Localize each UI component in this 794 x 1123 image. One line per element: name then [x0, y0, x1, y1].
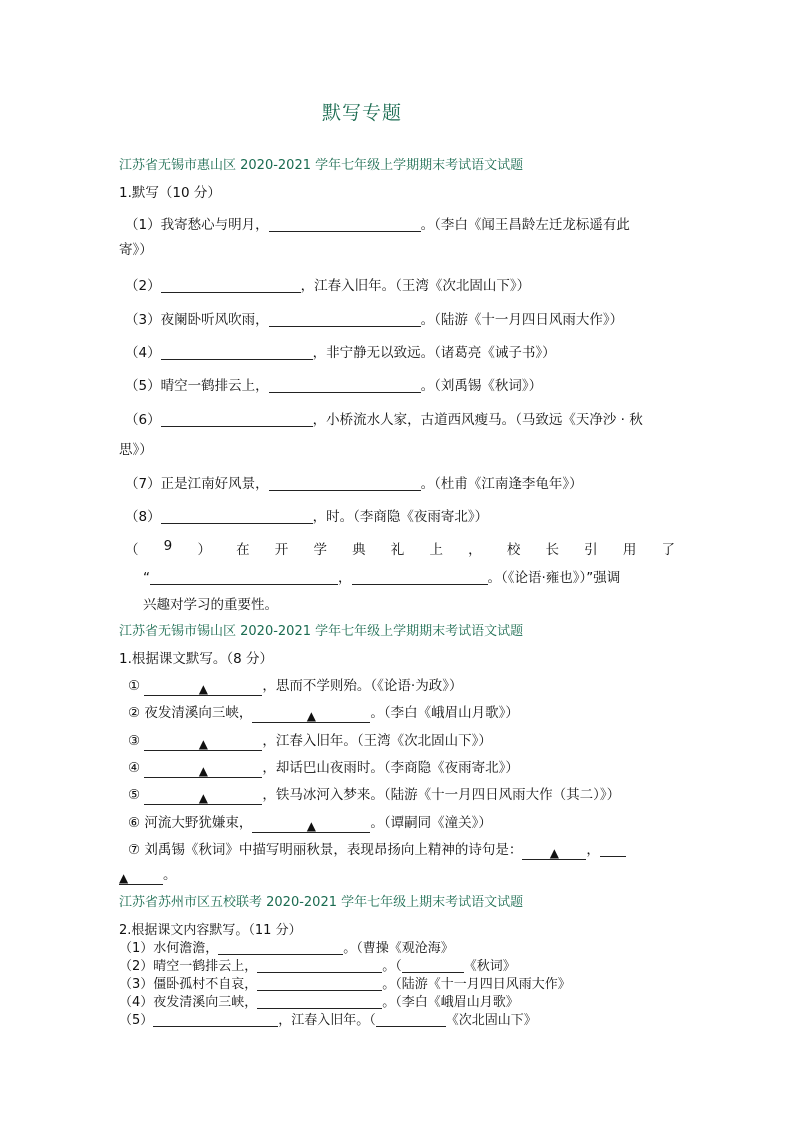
question-7: （7）正是江南好风景， 。（杜甫《江南逢李龟年》）	[125, 476, 583, 492]
triangle-icon: ▲	[549, 846, 560, 860]
triangle-icon: ▲	[306, 709, 317, 723]
line-5: （5） ，江春入旧年。（ 《次北固山下》	[119, 1013, 537, 1028]
answer-blank[interactable]	[269, 378, 421, 393]
answer-blank[interactable]	[218, 940, 343, 955]
question-9: （ 9 ） 在 开 学 典 礼 上 ， 校 长 引 用 了	[125, 538, 675, 558]
answer-blank[interactable]	[522, 845, 586, 860]
question-9-line3: 兴趣对学习的重要性。	[143, 597, 278, 613]
line-2: （2）晴空一鹤排云上， 。（ 《秋词》	[119, 959, 516, 974]
answer-blank[interactable]	[269, 312, 421, 327]
item-2: ② 夜发清溪向三峡， ▲ 。（李白《峨眉山月歌》）	[128, 705, 519, 723]
answer-blank[interactable]	[352, 570, 488, 585]
answer-blank[interactable]	[257, 994, 382, 1009]
triangle-icon: ▲	[119, 871, 129, 885]
line-1: （1）水何澹澹， 。（曹操《观沧海》	[119, 941, 454, 956]
answer-blank[interactable]	[269, 476, 421, 491]
line-4: （4）夜发清溪向三峡， 。（李白《峨眉山月歌》	[119, 995, 519, 1010]
answer-blank[interactable]	[600, 842, 626, 857]
question-1: （1）我寄愁心与明月， 。（李白《闻王昌龄左迁龙标遥有此	[125, 217, 630, 233]
section1-heading: 1.默写（10 分）	[119, 185, 221, 201]
section2-heading: 1.根据课文默写。（8 分）	[119, 651, 274, 667]
answer-blank[interactable]	[252, 818, 370, 833]
item-7-cont: ▲ 。	[119, 867, 177, 885]
answer-blank[interactable]	[257, 958, 382, 973]
answer-blank[interactable]	[144, 790, 262, 805]
answer-blank[interactable]	[144, 736, 262, 751]
answer-blank[interactable]	[269, 217, 421, 232]
answer-blank[interactable]	[402, 958, 464, 973]
answer-blank[interactable]	[376, 1012, 446, 1027]
answer-blank[interactable]	[150, 570, 338, 585]
triangle-icon: ▲	[306, 819, 317, 833]
triangle-icon: ▲	[198, 737, 209, 751]
item-3: ③ ▲ ，江春入旧年。（王湾《次北固山下》）	[128, 733, 492, 751]
answer-blank[interactable]	[153, 1012, 278, 1027]
question-4: （4） ，非宁静无以致远。（诸葛亮《诫子书》）	[125, 345, 556, 361]
item-1: ① ▲ ，思而不学则殆。（《论语·为政》）	[128, 678, 463, 696]
question-3: （3）夜阑卧听风吹雨， 。（陆游《十一月四日风雨大作》）	[125, 312, 624, 328]
item-5: ⑤ ▲ ，铁马冰河入梦来。（陆游《十一月四日风雨大作（其二）》）	[128, 787, 621, 805]
item-6: ⑥ 河流大野犹嫌束， ▲ 。（谭嗣同《潼关》）	[128, 815, 492, 833]
answer-blank[interactable]	[161, 509, 313, 524]
question-2: （2） ，江春入旧年。（王湾《次北固山下》）	[125, 278, 531, 294]
section2-source: 江苏省无锡市锡山区 2020-2021 学年七年级上学期期末考试语文试题	[119, 624, 524, 639]
question-9-line2: “ ， 。（《论语·雍也》）”强调	[143, 570, 621, 586]
triangle-icon: ▲	[198, 682, 209, 696]
answer-blank[interactable]	[161, 278, 301, 293]
question-6-cont: 思》）	[119, 442, 153, 458]
answer-blank[interactable]	[161, 345, 313, 360]
triangle-icon: ▲	[198, 764, 209, 778]
line-3: （3）僵卧孤村不自哀， 。（陆游《十一月四日风雨大作》	[119, 977, 571, 992]
answer-blank[interactable]	[161, 412, 313, 427]
question-5: （5）晴空一鹤排云上， 。（刘禹锡《秋词》）	[125, 378, 543, 394]
item-4: ④ ▲ ，却话巴山夜雨时。（李商隐《夜雨寄北》）	[128, 760, 519, 778]
question-6: （6） ，小桥流水人家，古道西风瘦马。（马致远《天净沙 · 秋	[125, 412, 643, 428]
question-1-cont: 寄》）	[119, 242, 153, 258]
triangle-icon: ▲	[198, 791, 209, 805]
section3-source: 江苏省苏州市区五校联考 2020-2021 学年七年级上期末考试语文试题	[119, 895, 524, 910]
page-title: 默写专题	[322, 102, 403, 124]
answer-blank[interactable]	[252, 708, 370, 723]
question-8: （8） ，时。（李商隐《夜雨寄北》）	[125, 509, 489, 525]
answer-blank[interactable]	[119, 870, 163, 885]
section3-heading: 2.根据课文内容默写。（11 分）	[119, 923, 302, 938]
answer-blank[interactable]	[144, 763, 262, 778]
item-7: ⑦ 刘禹锡《秋词》中描写明丽秋景，表现昂扬向上精神的诗句是： ▲ ，	[128, 838, 626, 860]
section1-source: 江苏省无锡市惠山区 2020-2021 学年七年级上学期期末考试语文试题	[119, 158, 524, 173]
answer-blank[interactable]	[144, 681, 262, 696]
answer-blank[interactable]	[257, 976, 382, 991]
